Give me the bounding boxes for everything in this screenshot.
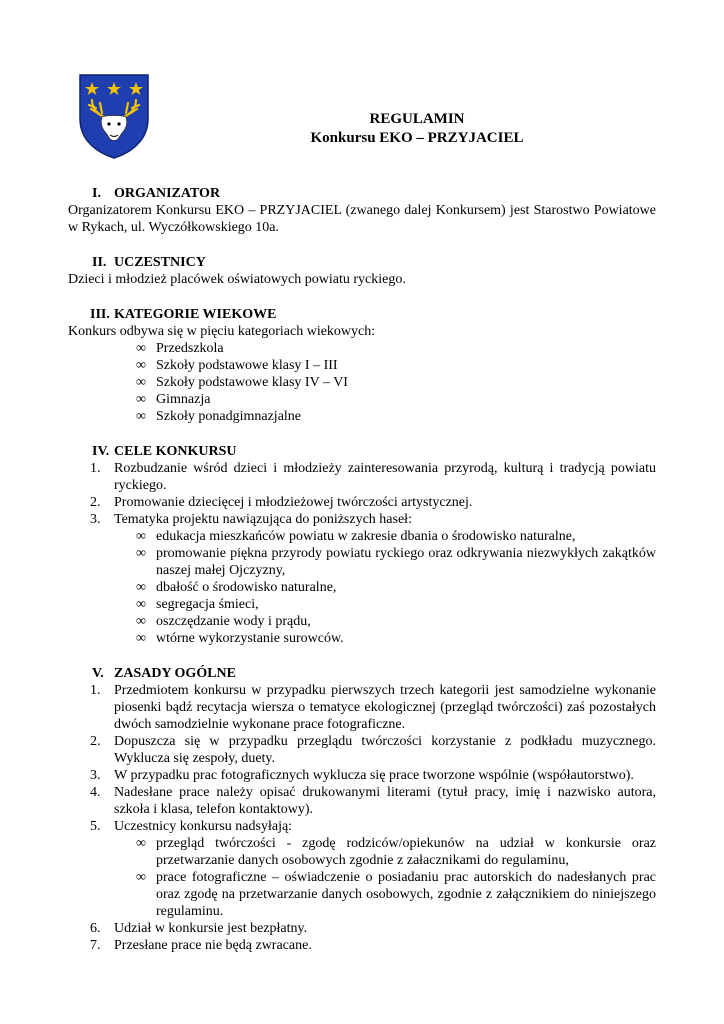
- category-list: [68, 340, 656, 425]
- list-item: ∞ przegląd twórczości - zgodę rodziców/opiekunów na udział w konkursie oraz przetwarzanie danych osobowych zgodnie z załacznikami do regulaminu,: [136, 836, 656, 868]
- list-item: ∞ Przedszkola: [136, 341, 224, 356]
- document-body: [68, 185, 656, 954]
- list-item: 1. Rozbudzanie wśród dzieci i młodzieży zainteresowania przyrodą, kulturą i tradycją powiatu ryckiego.: [90, 461, 656, 493]
- list-item: 2. Dopuszcza się w przypadku przeglądu twórczości korzystanie z podkładu muzycznego. Wyklucza się zespoły, duety.: [90, 734, 656, 766]
- list-item: 6. Udział w konkursie jest bezpłatny.: [90, 921, 308, 936]
- goals-list: [68, 460, 656, 528]
- list-item: ∞ Szkoły podstawowe klasy I – III: [136, 358, 338, 373]
- list-item: ∞ Szkoły podstawowe klasy IV – VI: [136, 375, 348, 390]
- list-item: 3. Tematyka projektu nawiązująca do poniższych haseł:: [90, 512, 412, 527]
- list-item: 7. Przesłane prace nie będą zwracane.: [90, 938, 312, 953]
- document-title: REGULAMIN: [369, 111, 465, 127]
- rules-list-continued: [68, 920, 656, 954]
- list-item: ∞ prace fotograficzne – oświadczenie o posiadaniu prac autorskich do nadesłanych prac oraz zgodę na przetwarzanie danych osobowych, zgodnie z załącznikiem do niniejszego regulaminu.: [136, 870, 656, 919]
- section-heading-cele: IV. CELE KONKURSU: [92, 444, 237, 459]
- list-item: ∞ Gimnazja: [136, 392, 211, 407]
- list-item: 3. W przypadku prac fotograficznych wyklucza się prace tworzone wspólnie (współautorstwo).: [90, 768, 634, 783]
- section-text-kategorie: Konkurs odbywa się w pięciu kategoriach wiekowych:: [68, 324, 376, 339]
- list-item: ∞ dbałość o środowisko naturalne,: [136, 580, 337, 595]
- list-item: ∞ promowanie piękna przyrody powiatu ryckiego oraz odkrywania niezwykłych zakątków naszej małej Ojczyzny,: [136, 546, 656, 578]
- list-item: ∞ segregacja śmieci,: [136, 597, 259, 612]
- section-text-uczestnicy: Dzieci i młodzież placówek oświatowych powiatu ryckiego.: [68, 272, 406, 287]
- list-item: ∞ oszczędzanie wody i prądu,: [136, 614, 311, 629]
- rules-list: [68, 682, 656, 835]
- document-subtitle: Konkursu EKO – PRZYJACIEL: [310, 130, 524, 146]
- rules-sublist: [68, 835, 656, 920]
- section-heading-kategorie: III. KATEGORIE WIEKOWE: [90, 307, 277, 322]
- list-item: ∞ wtórne wykorzystanie surowców.: [136, 631, 344, 646]
- section-heading-zasady: V. ZASADY OGÓLNE: [92, 666, 237, 681]
- list-item: 4. Nadesłane prace należy opisać drukowanymi literami (tytuł pracy, imię i nazwisko autora, szkoła i klasa, telefon kontaktowy).: [90, 785, 656, 817]
- goals-sublist: [68, 528, 656, 647]
- list-item: 1. Przedmiotem konkursu w przypadku pierwszych trzech kategorii jest samodzielne wykonanie piosenki bądź recytacja wiersza o tematyce ekologicznej (przegląd twórczości) zaś pozostałych dwóch samodzielnie wykonane prace fotograficzne.: [90, 683, 656, 732]
- list-item: 5. Uczestnicy konkursu nadsyłają:: [90, 819, 293, 834]
- list-item: ∞ Szkoły ponadgimnazjalne: [136, 409, 302, 424]
- list-item: 2. Promowanie dziecięcej i młodzieżowej twórczości artystycznej.: [90, 495, 473, 510]
- section-text-organizator: Organizatorem Konkursu EKO – PRZYJACIEL (zwanego dalej Konkursem) jest Starostwo Powiatowe w Rykach, ul. Wyczółkowskiego 10a.: [68, 203, 656, 235]
- section-heading-organizator: I. ORGANIZATOR: [92, 186, 221, 201]
- coat-of-arms-deer-icon: [78, 73, 150, 159]
- section-heading-uczestnicy: II. UCZESTNICY: [92, 255, 206, 270]
- list-item: ∞ edukacja mieszkańców powiatu w zakresie dbania o środowisko naturalne,: [136, 529, 576, 544]
